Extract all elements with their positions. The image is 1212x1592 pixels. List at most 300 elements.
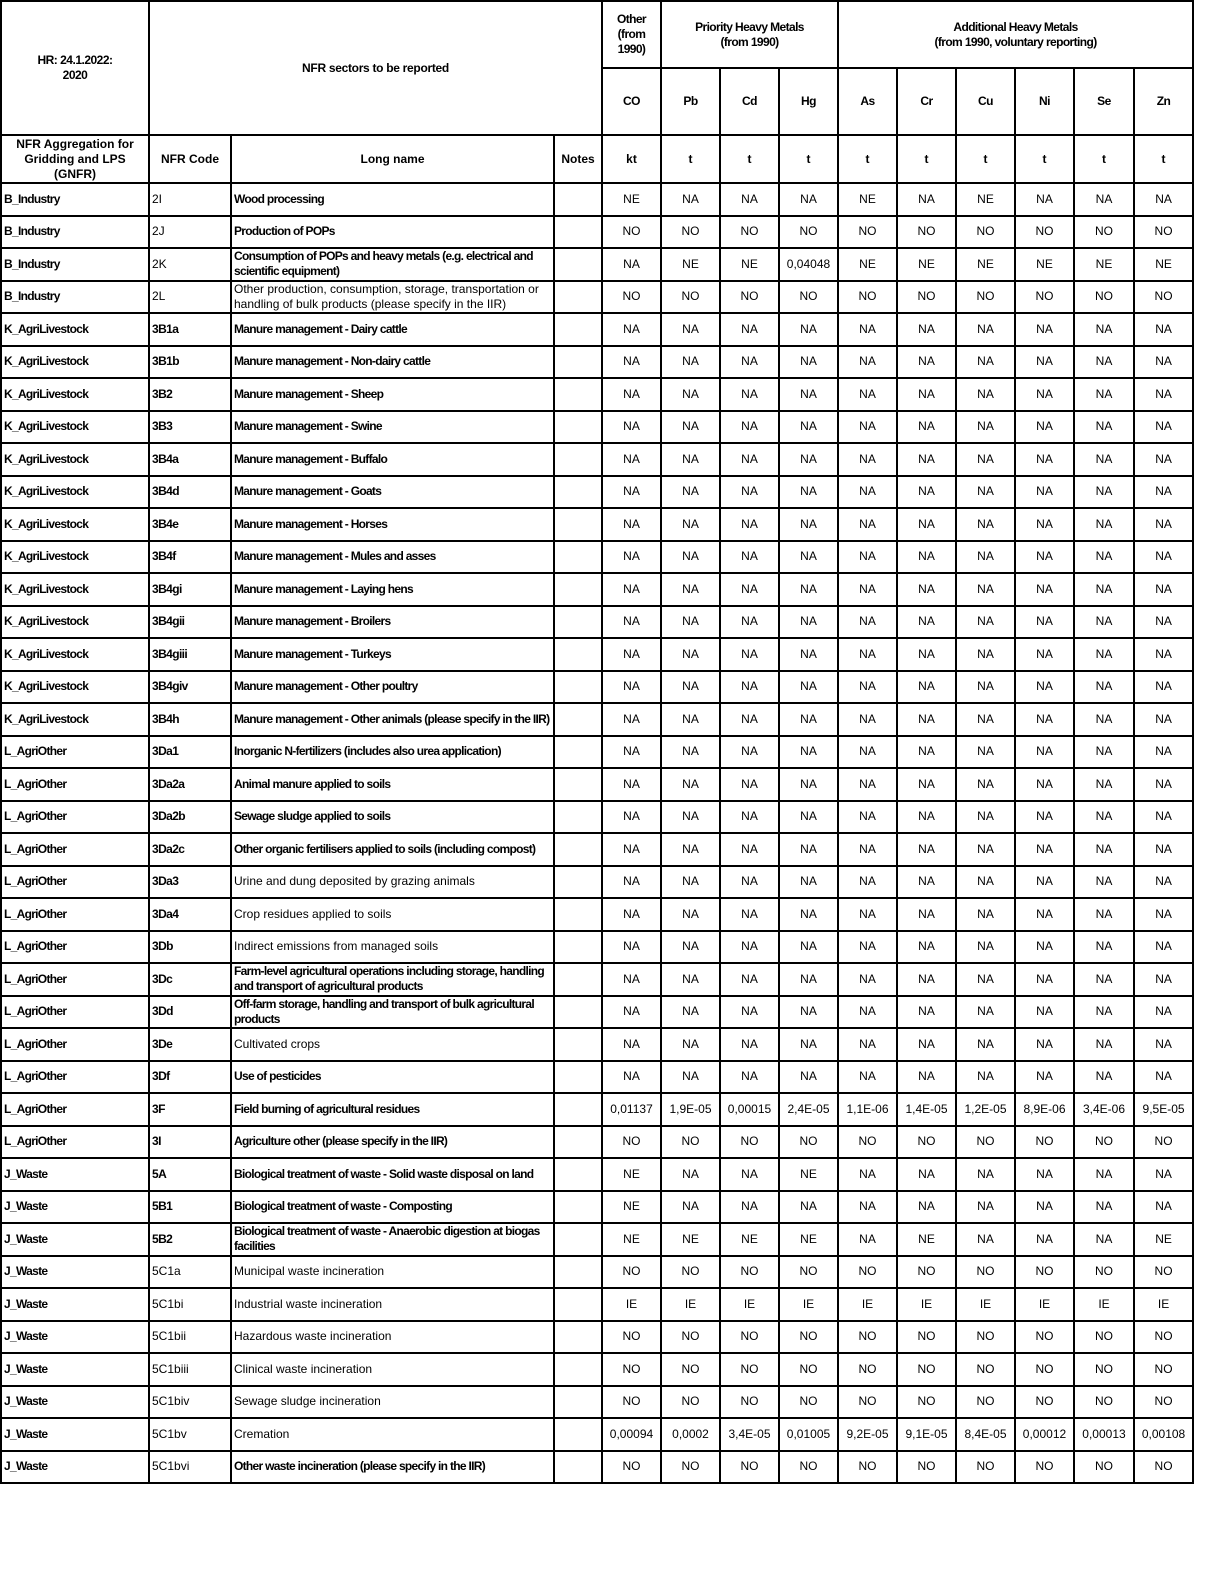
value-cell[interactable]: NA xyxy=(956,573,1015,606)
notes-cell[interactable] xyxy=(554,1028,602,1061)
value-cell[interactable]: NA xyxy=(720,1191,779,1224)
value-cell[interactable]: NA xyxy=(897,963,956,996)
notes-cell[interactable] xyxy=(554,736,602,769)
nfr-code-cell[interactable]: 3I xyxy=(149,1126,231,1159)
notes-cell[interactable] xyxy=(554,1093,602,1126)
nfr-code-cell[interactable]: 3B1a xyxy=(149,313,231,346)
value-cell[interactable]: NO xyxy=(779,1321,838,1354)
value-cell[interactable]: NA xyxy=(1134,931,1193,964)
value-cell[interactable]: NA xyxy=(779,931,838,964)
value-cell[interactable]: NA xyxy=(720,703,779,736)
notes-cell[interactable] xyxy=(554,1418,602,1451)
value-cell[interactable]: NA xyxy=(1015,411,1074,444)
value-cell[interactable]: NA xyxy=(779,1028,838,1061)
value-cell[interactable]: IE xyxy=(1134,1288,1193,1321)
notes-cell[interactable] xyxy=(554,996,602,1029)
value-cell[interactable]: NO xyxy=(720,1321,779,1354)
gnfr-cell[interactable]: J_Waste xyxy=(1,1223,149,1256)
value-cell[interactable]: NO xyxy=(779,1256,838,1289)
value-cell[interactable]: NA xyxy=(838,736,897,769)
value-cell[interactable]: NO xyxy=(897,1353,956,1386)
long-name-cell[interactable]: Consumption of POPs and heavy metals (e.g. electrical and scientific equipment) xyxy=(231,248,554,281)
value-cell[interactable]: NA xyxy=(956,411,1015,444)
value-cell[interactable]: NO xyxy=(779,1353,838,1386)
gnfr-cell[interactable]: K_AgriLivestock xyxy=(1,346,149,379)
long-name-cell[interactable]: Manure management - Non-dairy cattle xyxy=(231,346,554,379)
value-cell[interactable]: NA xyxy=(1074,183,1134,216)
value-cell[interactable]: NA xyxy=(720,768,779,801)
gnfr-cell[interactable]: K_AgriLivestock xyxy=(1,411,149,444)
nfr-code-cell[interactable]: 5C1bv xyxy=(149,1418,231,1451)
value-cell[interactable]: NA xyxy=(838,443,897,476)
value-cell[interactable]: NA xyxy=(602,931,661,964)
value-cell[interactable]: NA xyxy=(602,573,661,606)
value-cell[interactable]: NA xyxy=(602,248,661,281)
nfr-code-cell[interactable]: 2I xyxy=(149,183,231,216)
long-name-cell[interactable]: Sewage sludge applied to soils xyxy=(231,801,554,834)
value-cell[interactable]: NA xyxy=(661,801,720,834)
notes-cell[interactable] xyxy=(554,1321,602,1354)
nfr-code-cell[interactable]: 3Dd xyxy=(149,996,231,1029)
value-cell[interactable]: NA xyxy=(720,573,779,606)
notes-cell[interactable] xyxy=(554,346,602,379)
long-name-cell[interactable]: Manure management - Goats xyxy=(231,476,554,509)
gnfr-cell[interactable]: B_Industry xyxy=(1,281,149,314)
value-cell[interactable]: NA xyxy=(1134,346,1193,379)
value-cell[interactable]: 9,2E-05 xyxy=(838,1418,897,1451)
value-cell[interactable]: NA xyxy=(602,313,661,346)
value-cell[interactable]: NA xyxy=(1134,1191,1193,1224)
value-cell[interactable]: NA xyxy=(720,443,779,476)
value-cell[interactable]: NA xyxy=(956,703,1015,736)
gnfr-cell[interactable]: B_Industry xyxy=(1,248,149,281)
value-cell[interactable]: NA xyxy=(1074,1158,1134,1191)
value-cell[interactable]: NA xyxy=(720,736,779,769)
value-cell[interactable]: IE xyxy=(779,1288,838,1321)
value-cell[interactable]: NA xyxy=(779,703,838,736)
value-cell[interactable]: NA xyxy=(1074,476,1134,509)
gnfr-cell[interactable]: L_AgriOther xyxy=(1,736,149,769)
value-cell[interactable]: NA xyxy=(1074,703,1134,736)
value-cell[interactable]: NA xyxy=(661,313,720,346)
value-cell[interactable]: NA xyxy=(661,573,720,606)
value-cell[interactable]: NO xyxy=(720,281,779,314)
value-cell[interactable]: NA xyxy=(720,606,779,639)
value-cell[interactable]: NA xyxy=(838,638,897,671)
value-cell[interactable]: NA xyxy=(1015,476,1074,509)
value-cell[interactable]: NA xyxy=(1074,1028,1134,1061)
value-cell[interactable]: NA xyxy=(1074,931,1134,964)
notes-cell[interactable] xyxy=(554,801,602,834)
value-cell[interactable]: NA xyxy=(838,1191,897,1224)
value-cell[interactable]: IE xyxy=(956,1288,1015,1321)
value-cell[interactable]: NA xyxy=(779,183,838,216)
value-cell[interactable]: NE xyxy=(779,1223,838,1256)
value-cell[interactable]: NA xyxy=(1074,443,1134,476)
value-cell[interactable]: NA xyxy=(661,183,720,216)
value-cell[interactable]: NA xyxy=(956,801,1015,834)
value-cell[interactable]: 3,4E-05 xyxy=(720,1418,779,1451)
value-cell[interactable]: NA xyxy=(956,508,1015,541)
value-cell[interactable]: NA xyxy=(956,1223,1015,1256)
value-cell[interactable]: NA xyxy=(1074,346,1134,379)
value-cell[interactable]: NO xyxy=(779,1126,838,1159)
value-cell[interactable]: NO xyxy=(779,1386,838,1419)
value-cell[interactable]: NA xyxy=(838,931,897,964)
notes-cell[interactable] xyxy=(554,1223,602,1256)
value-cell[interactable]: NA xyxy=(956,1158,1015,1191)
value-cell[interactable]: NA xyxy=(661,866,720,899)
value-cell[interactable]: NO xyxy=(956,281,1015,314)
value-cell[interactable]: NO xyxy=(661,216,720,249)
notes-cell[interactable] xyxy=(554,866,602,899)
value-cell[interactable]: NA xyxy=(1134,996,1193,1029)
value-cell[interactable]: NA xyxy=(838,606,897,639)
value-cell[interactable]: NA xyxy=(1134,1028,1193,1061)
value-cell[interactable]: NO xyxy=(1074,281,1134,314)
value-cell[interactable]: NA xyxy=(956,476,1015,509)
value-cell[interactable]: NA xyxy=(1015,1191,1074,1224)
long-name-cell[interactable]: Biological treatment of waste - Solid waste disposal on land xyxy=(231,1158,554,1191)
value-cell[interactable]: NA xyxy=(1134,313,1193,346)
value-cell[interactable]: NE xyxy=(602,1158,661,1191)
gnfr-cell[interactable]: K_AgriLivestock xyxy=(1,573,149,606)
gnfr-cell[interactable]: K_AgriLivestock xyxy=(1,703,149,736)
gnfr-cell[interactable]: L_AgriOther xyxy=(1,1061,149,1094)
long-name-cell[interactable]: Manure management - Other animals (please specify in the IIR) xyxy=(231,703,554,736)
value-cell[interactable]: NO xyxy=(779,281,838,314)
gnfr-cell[interactable]: J_Waste xyxy=(1,1386,149,1419)
value-cell[interactable]: NE xyxy=(720,248,779,281)
value-cell[interactable]: NA xyxy=(720,1158,779,1191)
value-cell[interactable]: NA xyxy=(661,768,720,801)
notes-cell[interactable] xyxy=(554,411,602,444)
value-cell[interactable]: NA xyxy=(779,606,838,639)
value-cell[interactable]: 0,00012 xyxy=(1015,1418,1074,1451)
value-cell[interactable]: NA xyxy=(897,996,956,1029)
value-cell[interactable]: NA xyxy=(779,638,838,671)
value-cell[interactable]: NA xyxy=(602,476,661,509)
value-cell[interactable]: NO xyxy=(956,1256,1015,1289)
value-cell[interactable]: NA xyxy=(661,443,720,476)
value-cell[interactable]: NA xyxy=(956,1028,1015,1061)
value-cell[interactable]: NO xyxy=(720,1256,779,1289)
value-cell[interactable]: NA xyxy=(720,183,779,216)
long-name-cell[interactable]: Animal manure applied to soils xyxy=(231,768,554,801)
value-cell[interactable]: NA xyxy=(661,931,720,964)
value-cell[interactable]: NA xyxy=(1134,606,1193,639)
notes-cell[interactable] xyxy=(554,1061,602,1094)
value-cell[interactable]: NO xyxy=(602,281,661,314)
value-cell[interactable]: NA xyxy=(897,573,956,606)
value-cell[interactable]: NA xyxy=(779,1191,838,1224)
value-cell[interactable]: NO xyxy=(838,1321,897,1354)
notes-cell[interactable] xyxy=(554,1288,602,1321)
value-cell[interactable]: NA xyxy=(956,768,1015,801)
value-cell[interactable]: NA xyxy=(838,833,897,866)
value-cell[interactable]: 9,5E-05 xyxy=(1134,1093,1193,1126)
value-cell[interactable]: NA xyxy=(1074,411,1134,444)
value-cell[interactable]: NA xyxy=(720,508,779,541)
value-cell[interactable]: NA xyxy=(1015,541,1074,574)
value-cell[interactable]: NA xyxy=(661,638,720,671)
nfr-code-cell[interactable]: 3B4gii xyxy=(149,606,231,639)
value-cell[interactable]: NA xyxy=(1015,638,1074,671)
value-cell[interactable]: NA xyxy=(1134,476,1193,509)
value-cell[interactable]: NO xyxy=(661,281,720,314)
value-cell[interactable]: NO xyxy=(897,1321,956,1354)
long-name-cell[interactable]: Biological treatment of waste - Anaerobic digestion at biogas facilities xyxy=(231,1223,554,1256)
value-cell[interactable]: NO xyxy=(1134,1256,1193,1289)
nfr-code-cell[interactable]: 3Da3 xyxy=(149,866,231,899)
value-cell[interactable]: NO xyxy=(1134,216,1193,249)
value-cell[interactable]: NA xyxy=(1074,313,1134,346)
value-cell[interactable]: NE xyxy=(1074,248,1134,281)
value-cell[interactable]: NA xyxy=(1015,931,1074,964)
value-cell[interactable]: NA xyxy=(602,638,661,671)
value-cell[interactable]: NA xyxy=(720,963,779,996)
gnfr-cell[interactable]: J_Waste xyxy=(1,1418,149,1451)
value-cell[interactable]: NA xyxy=(661,541,720,574)
value-cell[interactable]: NA xyxy=(661,671,720,704)
long-name-cell[interactable]: Hazardous waste incineration xyxy=(231,1321,554,1354)
value-cell[interactable]: NA xyxy=(1074,1223,1134,1256)
value-cell[interactable]: NA xyxy=(1134,183,1193,216)
value-cell[interactable]: NO xyxy=(661,1451,720,1484)
value-cell[interactable]: NA xyxy=(720,671,779,704)
notes-cell[interactable] xyxy=(554,1353,602,1386)
value-cell[interactable]: NA xyxy=(1015,573,1074,606)
value-cell[interactable]: NA xyxy=(720,931,779,964)
gnfr-cell[interactable]: J_Waste xyxy=(1,1158,149,1191)
notes-cell[interactable] xyxy=(554,1256,602,1289)
long-name-cell[interactable]: Manure management - Dairy cattle xyxy=(231,313,554,346)
value-cell[interactable]: NA xyxy=(1134,963,1193,996)
value-cell[interactable]: NA xyxy=(838,573,897,606)
nfr-code-cell[interactable]: 3B2 xyxy=(149,378,231,411)
value-cell[interactable]: NA xyxy=(838,898,897,931)
value-cell[interactable]: NA xyxy=(1074,963,1134,996)
value-cell[interactable]: NA xyxy=(779,411,838,444)
value-cell[interactable]: NA xyxy=(956,931,1015,964)
value-cell[interactable]: NO xyxy=(1074,1353,1134,1386)
long-name-cell[interactable]: Other organic fertilisers applied to soils (including compost) xyxy=(231,833,554,866)
value-cell[interactable]: NA xyxy=(1074,671,1134,704)
value-cell[interactable]: NA xyxy=(897,638,956,671)
nfr-code-cell[interactable]: 5C1biii xyxy=(149,1353,231,1386)
value-cell[interactable]: NO xyxy=(1134,1353,1193,1386)
value-cell[interactable]: NO xyxy=(1074,1386,1134,1419)
value-cell[interactable]: NO xyxy=(661,1321,720,1354)
nfr-code-cell[interactable]: 3B4e xyxy=(149,508,231,541)
value-cell[interactable]: NE xyxy=(1134,248,1193,281)
nfr-code-cell[interactable]: 2J xyxy=(149,216,231,249)
gnfr-cell[interactable]: L_AgriOther xyxy=(1,1126,149,1159)
value-cell[interactable]: NA xyxy=(897,346,956,379)
notes-cell[interactable] xyxy=(554,931,602,964)
value-cell[interactable]: NA xyxy=(720,833,779,866)
gnfr-cell[interactable]: L_AgriOther xyxy=(1,1093,149,1126)
nfr-code-cell[interactable]: 5C1bvi xyxy=(149,1451,231,1484)
long-name-cell[interactable]: Crop residues applied to soils xyxy=(231,898,554,931)
value-cell[interactable]: NO xyxy=(1074,216,1134,249)
value-cell[interactable]: NA xyxy=(1015,736,1074,769)
value-cell[interactable]: NA xyxy=(661,703,720,736)
nfr-code-cell[interactable]: 3Dc xyxy=(149,963,231,996)
value-cell[interactable]: NA xyxy=(1074,606,1134,639)
value-cell[interactable]: NA xyxy=(897,866,956,899)
value-cell[interactable]: NA xyxy=(779,866,838,899)
value-cell[interactable]: 9,1E-05 xyxy=(897,1418,956,1451)
value-cell[interactable]: NA xyxy=(661,378,720,411)
value-cell[interactable]: NA xyxy=(1134,1061,1193,1094)
long-name-cell[interactable]: Sewage sludge incineration xyxy=(231,1386,554,1419)
value-cell[interactable]: NO xyxy=(602,1256,661,1289)
value-cell[interactable]: NA xyxy=(956,378,1015,411)
value-cell[interactable]: IE xyxy=(720,1288,779,1321)
nfr-code-cell[interactable]: 3B4f xyxy=(149,541,231,574)
long-name-cell[interactable]: Off-farm storage, handling and transport of bulk agricultural products xyxy=(231,996,554,1029)
value-cell[interactable]: NA xyxy=(779,671,838,704)
value-cell[interactable]: NA xyxy=(838,378,897,411)
value-cell[interactable]: NA xyxy=(897,508,956,541)
value-cell[interactable]: NA xyxy=(838,313,897,346)
value-cell[interactable]: NA xyxy=(720,1028,779,1061)
value-cell[interactable]: NO xyxy=(1015,1386,1074,1419)
value-cell[interactable]: NO xyxy=(897,281,956,314)
value-cell[interactable]: NA xyxy=(720,378,779,411)
value-cell[interactable]: NA xyxy=(1074,768,1134,801)
value-cell[interactable]: NA xyxy=(956,866,1015,899)
value-cell[interactable]: IE xyxy=(838,1288,897,1321)
value-cell[interactable]: 0,00013 xyxy=(1074,1418,1134,1451)
value-cell[interactable]: NO xyxy=(1134,1386,1193,1419)
value-cell[interactable]: NA xyxy=(838,996,897,1029)
value-cell[interactable]: NO xyxy=(1015,216,1074,249)
value-cell[interactable]: NE xyxy=(1134,1223,1193,1256)
value-cell[interactable]: NO xyxy=(1074,1126,1134,1159)
value-cell[interactable]: NA xyxy=(602,411,661,444)
value-cell[interactable]: NA xyxy=(956,443,1015,476)
value-cell[interactable]: NA xyxy=(1015,898,1074,931)
value-cell[interactable]: IE xyxy=(1015,1288,1074,1321)
value-cell[interactable]: 0,00094 xyxy=(602,1418,661,1451)
value-cell[interactable]: NA xyxy=(838,1158,897,1191)
value-cell[interactable]: NA xyxy=(602,963,661,996)
long-name-cell[interactable]: Other production, consumption, storage, transportation or handling of bulk products (please specify in the IIR) xyxy=(231,281,554,314)
long-name-cell[interactable]: Urine and dung deposited by grazing animals xyxy=(231,866,554,899)
value-cell[interactable]: NA xyxy=(956,898,1015,931)
gnfr-cell[interactable]: B_Industry xyxy=(1,183,149,216)
value-cell[interactable]: NA xyxy=(720,638,779,671)
value-cell[interactable]: NA xyxy=(1074,541,1134,574)
value-cell[interactable]: NA xyxy=(1015,963,1074,996)
long-name-cell[interactable]: Other waste incineration (please specify in the IIR) xyxy=(231,1451,554,1484)
gnfr-cell[interactable]: K_AgriLivestock xyxy=(1,313,149,346)
value-cell[interactable]: NA xyxy=(1015,1061,1074,1094)
value-cell[interactable]: NA xyxy=(779,801,838,834)
value-cell[interactable]: NA xyxy=(1134,703,1193,736)
value-cell[interactable]: NA xyxy=(1074,898,1134,931)
value-cell[interactable]: NE xyxy=(897,1223,956,1256)
value-cell[interactable]: NA xyxy=(661,346,720,379)
value-cell[interactable]: NA xyxy=(956,346,1015,379)
value-cell[interactable]: NA xyxy=(838,963,897,996)
long-name-cell[interactable]: Farm-level agricultural operations including storage, handling and transport of agricultural products xyxy=(231,963,554,996)
notes-cell[interactable] xyxy=(554,443,602,476)
gnfr-cell[interactable]: L_AgriOther xyxy=(1,768,149,801)
value-cell[interactable]: NO xyxy=(1074,1321,1134,1354)
value-cell[interactable]: NA xyxy=(661,1191,720,1224)
value-cell[interactable]: NA xyxy=(956,606,1015,639)
value-cell[interactable]: NA xyxy=(602,833,661,866)
value-cell[interactable]: NA xyxy=(897,443,956,476)
gnfr-cell[interactable]: L_AgriOther xyxy=(1,931,149,964)
value-cell[interactable]: NA xyxy=(720,898,779,931)
value-cell[interactable]: NA xyxy=(779,1061,838,1094)
value-cell[interactable]: NA xyxy=(720,801,779,834)
gnfr-cell[interactable]: J_Waste xyxy=(1,1288,149,1321)
value-cell[interactable]: NO xyxy=(602,216,661,249)
value-cell[interactable]: NA xyxy=(661,898,720,931)
value-cell[interactable]: NA xyxy=(838,1028,897,1061)
value-cell[interactable]: NO xyxy=(1074,1256,1134,1289)
value-cell[interactable]: NA xyxy=(897,606,956,639)
value-cell[interactable]: NA xyxy=(720,313,779,346)
value-cell[interactable]: 0,00015 xyxy=(720,1093,779,1126)
value-cell[interactable]: NA xyxy=(602,866,661,899)
value-cell[interactable]: NA xyxy=(661,508,720,541)
value-cell[interactable]: NA xyxy=(956,736,1015,769)
value-cell[interactable]: NA xyxy=(661,1028,720,1061)
value-cell[interactable]: NO xyxy=(838,1451,897,1484)
gnfr-cell[interactable]: B_Industry xyxy=(1,216,149,249)
value-cell[interactable]: NA xyxy=(897,476,956,509)
value-cell[interactable]: NA xyxy=(1074,996,1134,1029)
value-cell[interactable]: 0,00108 xyxy=(1134,1418,1193,1451)
value-cell[interactable]: NA xyxy=(602,996,661,1029)
value-cell[interactable]: NO xyxy=(956,1451,1015,1484)
value-cell[interactable]: NA xyxy=(1134,378,1193,411)
value-cell[interactable]: NA xyxy=(1015,671,1074,704)
gnfr-cell[interactable]: L_AgriOther xyxy=(1,898,149,931)
value-cell[interactable]: 8,9E-06 xyxy=(1015,1093,1074,1126)
nfr-code-cell[interactable]: 3Da2b xyxy=(149,801,231,834)
value-cell[interactable]: NA xyxy=(838,703,897,736)
value-cell[interactable]: NA xyxy=(1015,508,1074,541)
value-cell[interactable]: NE xyxy=(779,1158,838,1191)
value-cell[interactable]: NA xyxy=(897,703,956,736)
long-name-cell[interactable]: Cremation xyxy=(231,1418,554,1451)
nfr-code-cell[interactable]: 2K xyxy=(149,248,231,281)
gnfr-cell[interactable]: J_Waste xyxy=(1,1451,149,1484)
value-cell[interactable]: NA xyxy=(1074,378,1134,411)
value-cell[interactable]: NE xyxy=(1015,248,1074,281)
value-cell[interactable]: 8,4E-05 xyxy=(956,1418,1015,1451)
value-cell[interactable]: NE xyxy=(838,183,897,216)
gnfr-cell[interactable]: J_Waste xyxy=(1,1321,149,1354)
gnfr-cell[interactable]: K_AgriLivestock xyxy=(1,671,149,704)
value-cell[interactable]: NA xyxy=(661,606,720,639)
value-cell[interactable]: NA xyxy=(897,1028,956,1061)
notes-cell[interactable] xyxy=(554,476,602,509)
nfr-code-cell[interactable]: 3B4d xyxy=(149,476,231,509)
value-cell[interactable]: NA xyxy=(720,866,779,899)
value-cell[interactable]: NA xyxy=(897,736,956,769)
value-cell[interactable]: NA xyxy=(1015,346,1074,379)
value-cell[interactable]: NA xyxy=(838,541,897,574)
long-name-cell[interactable]: Biological treatment of waste - Composting xyxy=(231,1191,554,1224)
